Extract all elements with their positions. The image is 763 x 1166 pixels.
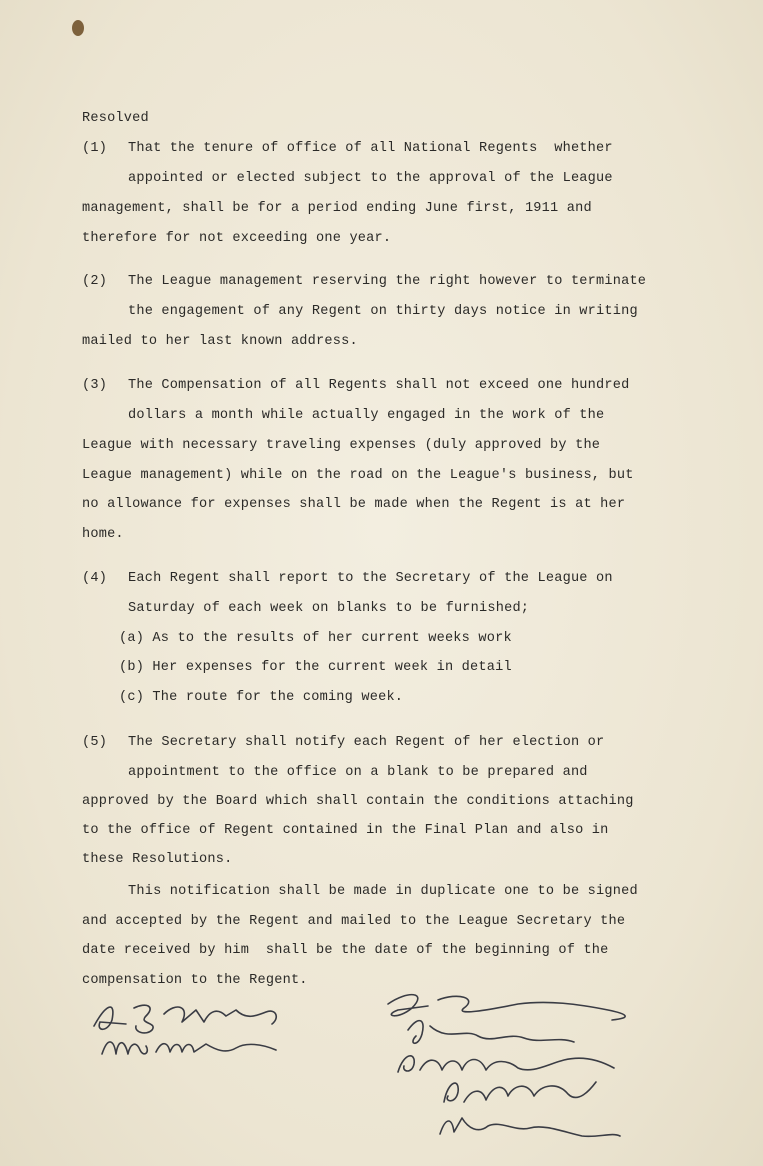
item-5-line-1: The Secretary shall notify each Regent of her election or bbox=[128, 735, 605, 750]
item-2-number: (2) bbox=[82, 274, 108, 289]
item-4-line-2: Saturday of each week on blanks to be furnished; bbox=[128, 601, 530, 616]
item-5-line-3: approved by the Board which shall contain the conditions attaching bbox=[82, 794, 634, 809]
item-3-line-3: League with necessary traveling expenses (duly approved by the bbox=[82, 438, 601, 453]
item-2-line-1: The League management reserving the right however to terminate bbox=[128, 274, 647, 289]
signature-right bbox=[368, 986, 640, 1146]
notification-line-1: This notification shall be made in duplicate one to be signed bbox=[128, 884, 638, 899]
item-3-line-4: League management) while on the road on the League's business, but bbox=[82, 468, 634, 483]
item-1-line-4: therefore for not exceeding one year. bbox=[82, 231, 392, 246]
item-5-line-4: to the office of Regent contained in the Final Plan and also in bbox=[82, 823, 609, 838]
heading: Resolved bbox=[82, 111, 149, 126]
item-2-line-2: the engagement of any Regent on thirty days notice in writing bbox=[128, 304, 638, 319]
item-1-line-3: management, shall be for a period ending June first, 1911 and bbox=[82, 201, 592, 216]
item-3-line-5: no allowance for expenses shall be made when the Regent is at her bbox=[82, 497, 626, 512]
item-4-number: (4) bbox=[82, 571, 108, 586]
ink-spot bbox=[72, 20, 84, 36]
item-1-line-1: That the tenure of office of all National Regents whether bbox=[128, 141, 613, 156]
signature-left bbox=[86, 996, 296, 1068]
notification-line-3: date received by him shall be the date of the beginning of the bbox=[82, 943, 609, 958]
item-4-sub-a: (a) As to the results of her current weeks work bbox=[119, 631, 512, 646]
item-1-line-2: appointed or elected subject to the approval of the League bbox=[128, 171, 613, 186]
item-5-number: (5) bbox=[82, 735, 108, 750]
notification-line-2: and accepted by the Regent and mailed to the League Secretary the bbox=[82, 914, 626, 929]
notification-line-4: compensation to the Regent. bbox=[82, 973, 308, 988]
item-1-number: (1) bbox=[82, 141, 108, 156]
item-5-line-2: appointment to the office on a blank to be prepared and bbox=[128, 765, 588, 780]
item-3-line-6: home. bbox=[82, 527, 124, 542]
item-3-number: (3) bbox=[82, 378, 108, 393]
item-4-sub-b: (b) Her expenses for the current week in detail bbox=[119, 660, 512, 675]
item-3-line-1: The Compensation of all Regents shall not exceed one hundred bbox=[128, 378, 630, 393]
item-5-line-5: these Resolutions. bbox=[82, 852, 233, 867]
item-4-sub-c: (c) The route for the coming week. bbox=[119, 690, 404, 705]
item-3-line-2: dollars a month while actually engaged in the work of the bbox=[128, 408, 605, 423]
item-4-line-1: Each Regent shall report to the Secretary of the League on bbox=[128, 571, 613, 586]
item-2-line-3: mailed to her last known address. bbox=[82, 334, 358, 349]
